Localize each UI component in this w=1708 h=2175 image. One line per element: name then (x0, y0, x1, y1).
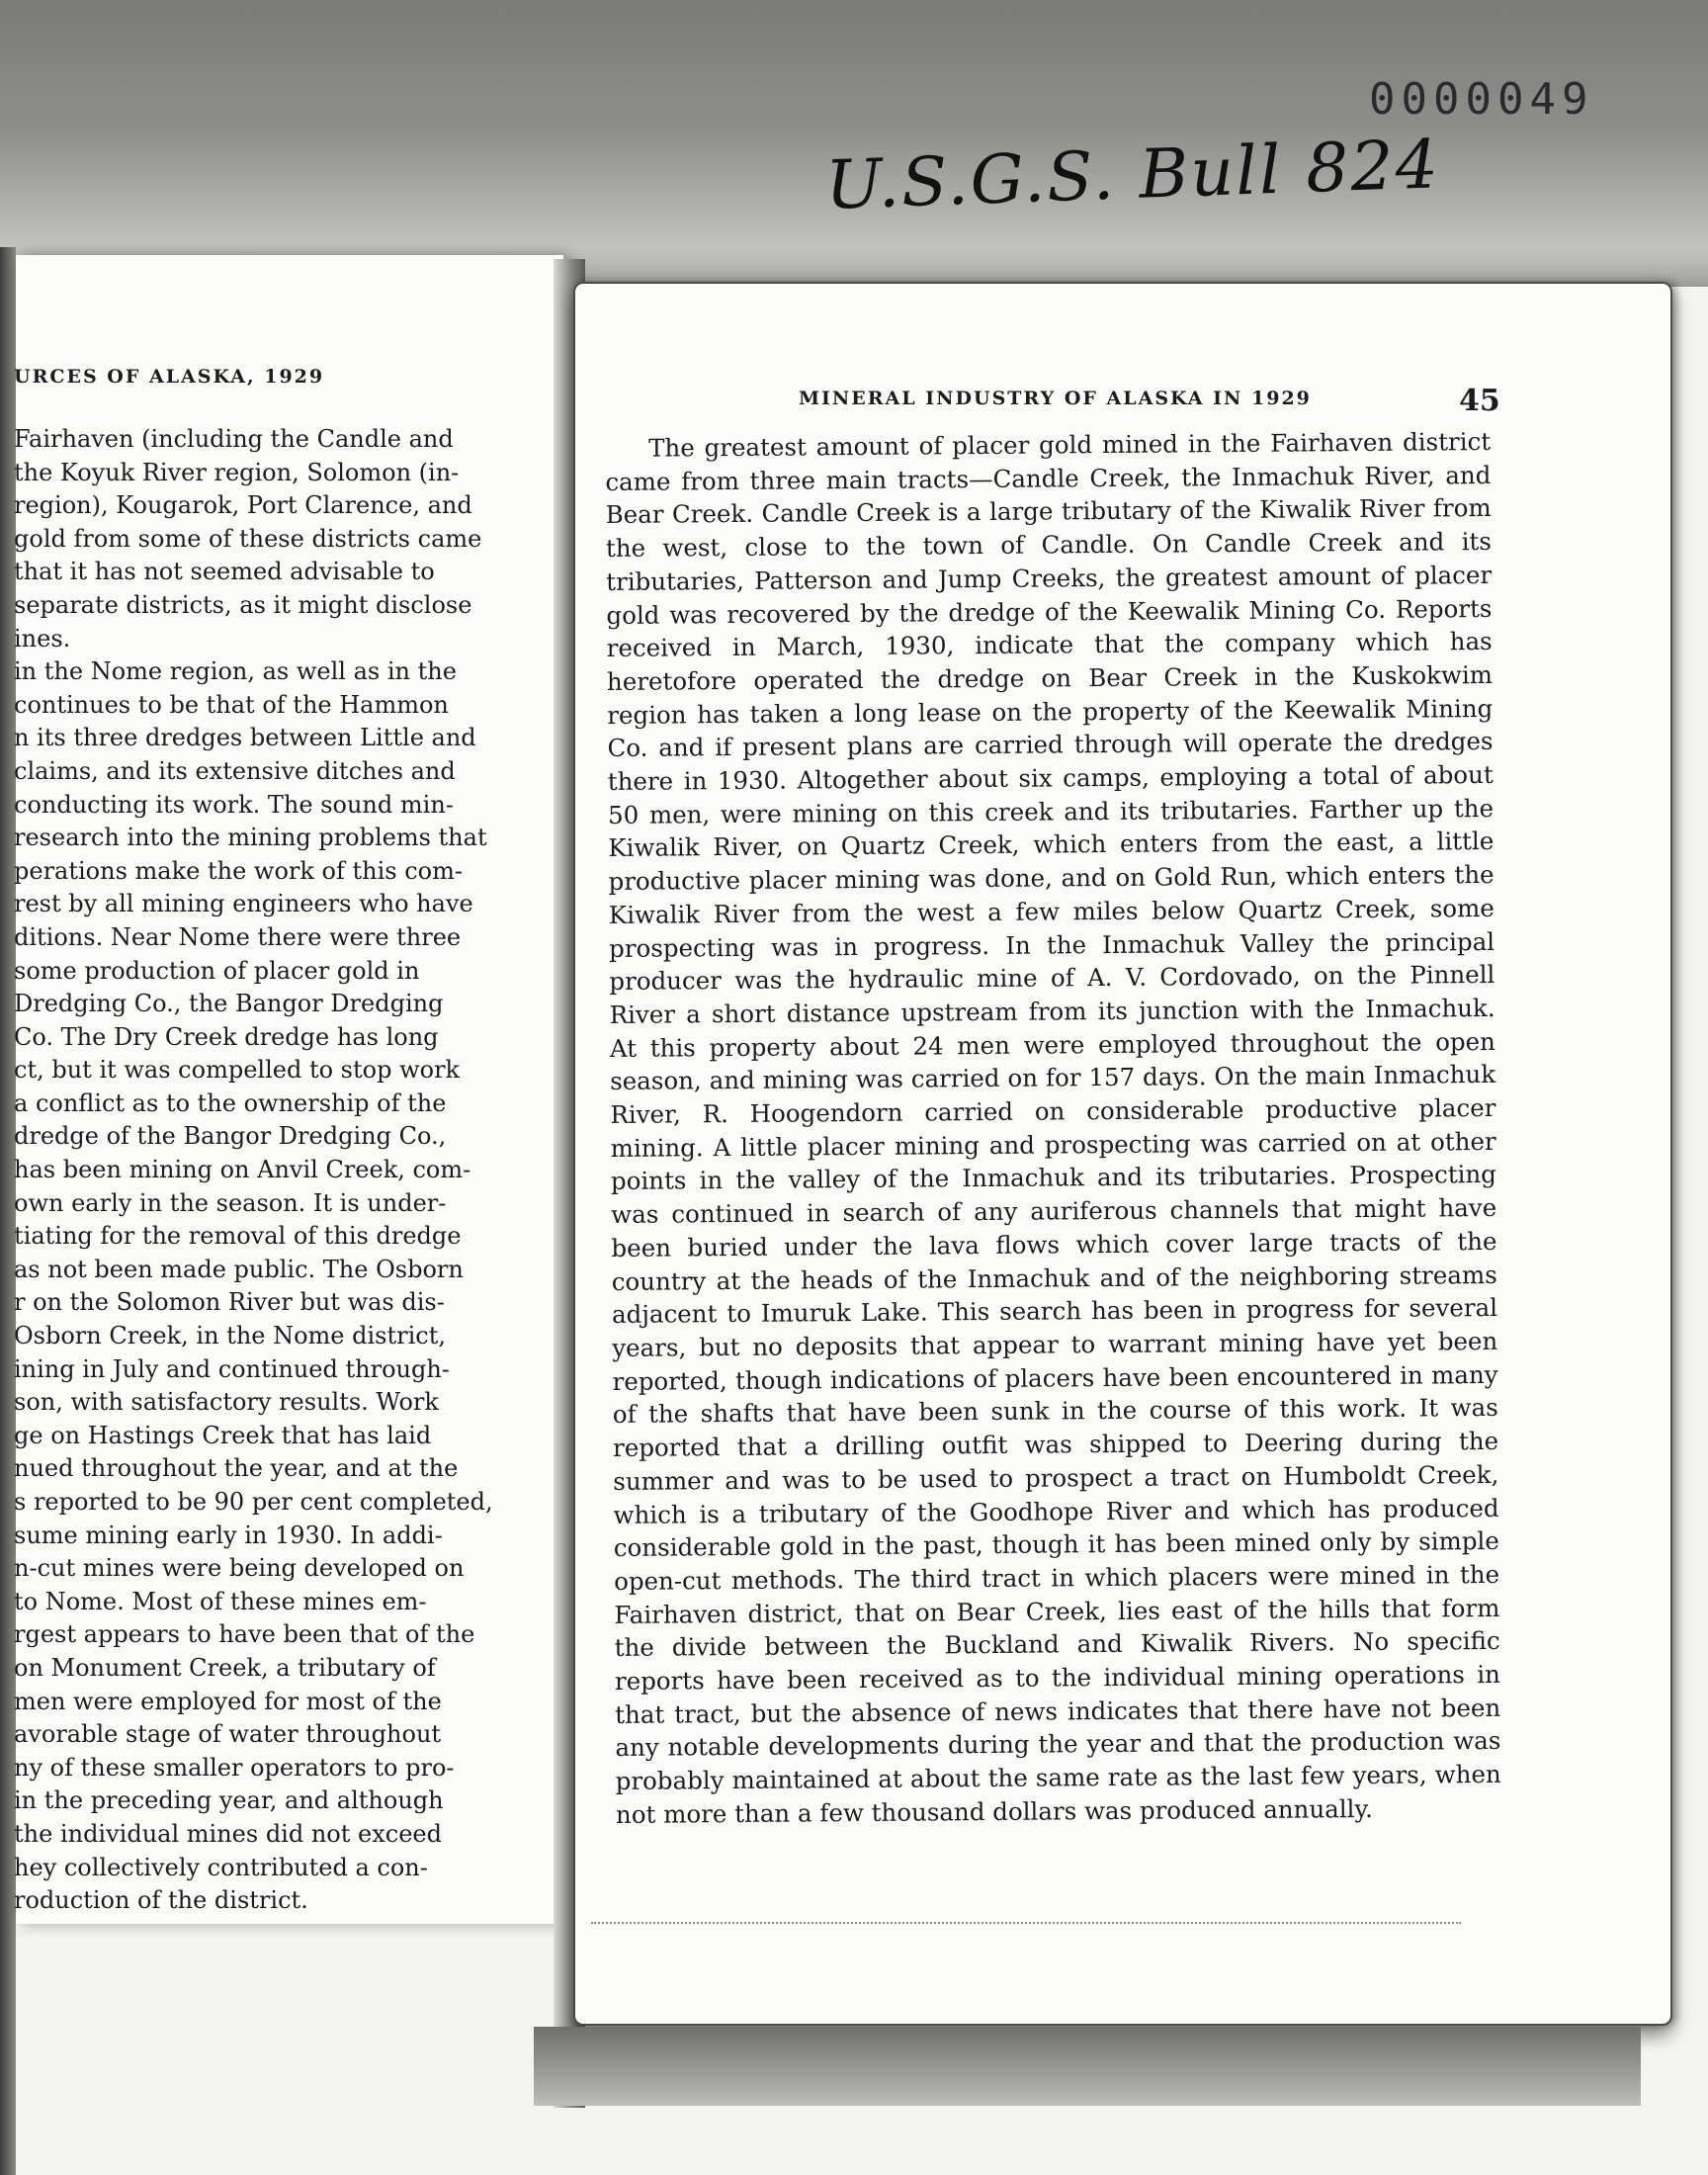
document-id-stamp: 0000049 (1369, 74, 1594, 125)
left-page-line: rgest appears to have been that of the (14, 1620, 475, 1649)
left-page-line: in the preceding year, and although (14, 1786, 444, 1815)
handwritten-annotation: U.S.G.S. Bull 824 (823, 126, 1442, 225)
left-page-line: avorable stage of water throughout (14, 1720, 442, 1749)
left-page-line: as not been made public. The Osborn (14, 1255, 464, 1283)
left-page-line: a conflict as to the ownership of the (14, 1088, 447, 1117)
left-page-line: n-cut mines were being developed on (14, 1554, 465, 1583)
left-page-line: ny of these smaller operators to pro- (14, 1753, 455, 1782)
left-page-line: son, with satisfactory results. Work (14, 1388, 439, 1417)
left-page-line: n its three dredges between Little and (14, 724, 476, 752)
left-page-line: on Monument Creek, a tributary of (14, 1653, 436, 1682)
left-page-line: region), Kougarok, Port Clarence, and (14, 491, 472, 520)
left-page-line: Co. The Dry Creek dredge has long (14, 1022, 439, 1051)
left-page-line: dredge of the Bangor Dredging Co., (14, 1122, 447, 1151)
left-page-line: Dredging Co., the Bangor Dredging (14, 990, 444, 1018)
left-page-line: continues to be that of the Hammon (14, 690, 449, 719)
left-page-line: hey collectively contributed a con- (14, 1853, 428, 1881)
left-page-line: ge on Hastings Creek that has laid (14, 1421, 432, 1449)
left-page-line: conducting its work. The sound min- (14, 790, 454, 819)
left-page-line: rest by all mining engineers who have (14, 890, 473, 918)
left-page-line: sume mining early in 1930. In addi- (14, 1521, 443, 1549)
left-page-line: Fairhaven (including the Candle and (14, 425, 454, 453)
left-page-line: roduction of the district. (14, 1886, 308, 1915)
left-running-head: URCES OF ALASKA, 1929 (14, 366, 325, 388)
page-bottom-shadow (534, 2027, 1641, 2106)
left-page-line: perations make the work of this com- (14, 856, 463, 885)
scan-top-shadow (0, 0, 1708, 287)
left-page-line: own early in the season. It is under- (14, 1188, 447, 1217)
left-page-line: Osborn Creek, in the Nome district, (14, 1322, 447, 1350)
left-page-line: nued throughout the year, and at the (14, 1454, 459, 1483)
left-page-line: s reported to be 90 per cent completed, (14, 1488, 493, 1516)
left-page-line: ines. (14, 624, 71, 652)
left-page-line: ditions. Near Nome there were three (14, 922, 462, 951)
left-page-line: research into the mining problems that (14, 824, 487, 852)
left-page-line: to Nome. Most of these mines em- (14, 1587, 427, 1615)
left-page-line: in the Nome region, as well as in the (14, 657, 457, 686)
left-page-line: claims, and its extensive ditches and (14, 756, 456, 785)
right-page-paragraph: The greatest amount of placer gold mined in the Fairhaven district came from three main tracts—Candle Creek, the Inmachuk River, and Bear Creek. Candle Creek is a large tributary of the Kiwalik River from the west, close to the town of Candle. On Candle Creek and its tributaries, Patterson and Jump Creeks, the greatest amount of placer gold was recovered by the dredge of the Keewalik Mining Co. Reports received in March, 1930, indicate that the company which has heretofore operated the dredge on Bear Creek in the Kuskokwim region has taken a long lease on the property of the Keewalik Mining Co. and if present plans are carried through will operate the dredges there in 1930. Altogether about six camps, employing a total of about 50 men, were mining on this creek and its tributaries. Farther up the Kiwalik River, on Quartz Creek, which enters from the east, a little productive placer mining was done, and on Gold Run, which enters the Kiwalik River from the west a few miles below Quartz Creek, some prospecting was in progress. In the Inmachuk Valley the principal producer was the hydraulic mine of A. V. Cordovado, on the Pinnell River a short distance upstream from its junction with the Inmachuk. At this property about 24 men were employed throughout the open season, and mining was carried on for 157 days. On the main Inmachuk River, R. Hoogendorn carried on considerable productive placer mining. A little placer mining and prospecting was carried on at other points in the valley of the Inmachuk and its tributaries. Prospecting was continued in search of any auriferous channels that might have been buried under the lava flows which cover large tracts of the country at the heads of the Inmachuk and of the neighboring streams adjacent to Imuruk Lake. This search has been in progress for several years, but no deposits that appear to warrant mining have yet been reported, though indications of placers have been encountered in many of the shafts that have been sunk in the course of this work. It was reported that a drilling outfit was shipped to Deering during the summer and was to be used to prospect a tract on Humboldt Creek, which is a tributary of the Goodhope River and which has produced considerable gold in the past, though it has been mined only by simple open-cut methods. The third tract in which placers were mined in the Fairhaven district, that on Bear Creek, lies east of the hills that form the divide between the Buckland and Kiwalik Rivers. No specific reports have been received as to the individual mining operations in that tract, but the absence of news indicates that there have not been any notable developments during the year and that the production was probably maintained at about the same rate as the last few years, when not more than a few thousand dollars was produced annually. (605, 426, 1501, 1829)
right-running-head: MINERAL INDUSTRY OF ALASKA IN 1929 (799, 388, 1312, 409)
left-page-line: has been mining on Anvil Creek, com- (14, 1156, 471, 1184)
left-page-line: separate districts, as it might disclose (14, 590, 472, 619)
left-page-line: men were employed for most of the (14, 1687, 442, 1715)
page-footer-rule (591, 1922, 1461, 1924)
left-page-line: some production of placer gold in (14, 956, 420, 985)
left-page-line: the Koyuk River region, Solomon (in- (14, 458, 460, 486)
left-page-line: r on the Solomon River but was dis- (14, 1288, 445, 1317)
left-page-line: ct, but it was compelled to stop work (14, 1056, 461, 1085)
left-page-text (14, 423, 510, 1918)
left-page-line: the individual mines did not exceed (14, 1819, 442, 1848)
left-page-line: gold from some of these districts came (14, 524, 482, 553)
left-page-line: that it has not seemed advisable to (14, 558, 435, 586)
left-page-line: ining in July and continued through- (14, 1354, 450, 1383)
left-page-line: tiating for the removal of this dredge (14, 1222, 462, 1251)
page-number: 45 (1459, 384, 1500, 418)
